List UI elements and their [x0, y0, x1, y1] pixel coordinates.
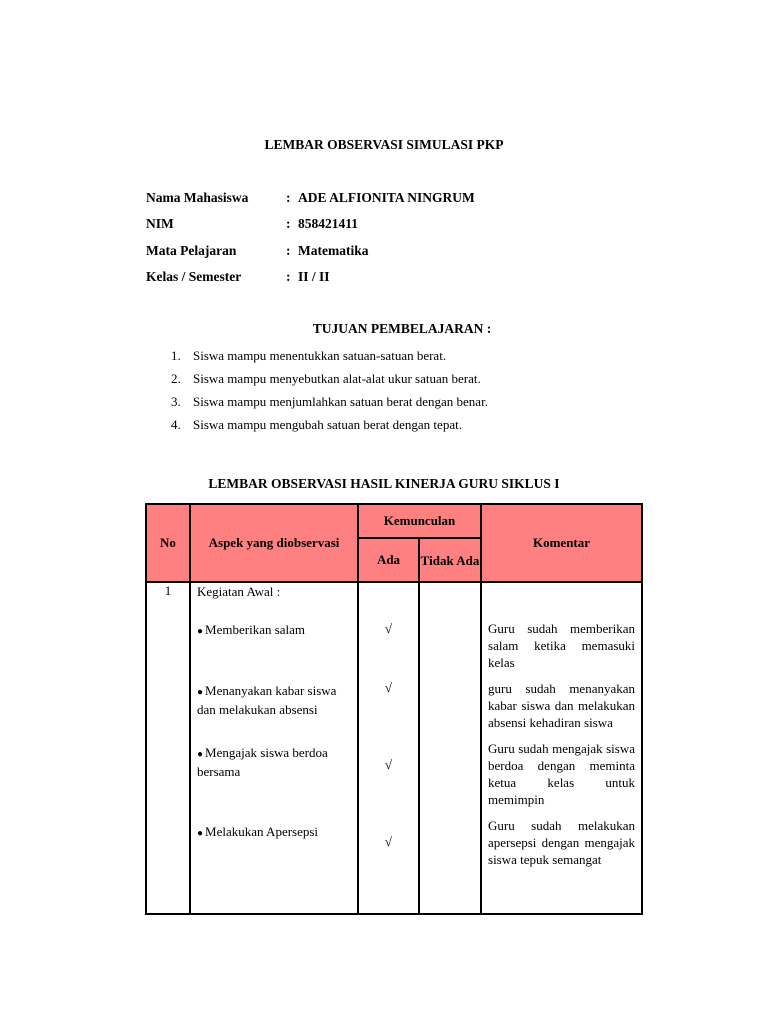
objective-text: Siswa mampu mengubah satuan berat dengan tepat. — [193, 417, 462, 432]
objective-number: 2. — [171, 371, 181, 386]
objective-text: Siswa mampu menjumlahkan satuan berat dengan benar. — [193, 394, 488, 409]
info-value: Matematika — [298, 243, 369, 258]
bullet-icon: ● — [197, 828, 204, 839]
bullet-icon: ● — [197, 626, 204, 637]
aspek-item — [191, 682, 357, 718]
komentar-text: Guru sudah mengajak siswa berdoa dengan meminta ketua kelas untuk memimpin — [488, 741, 636, 807]
header-ada: Ada — [358, 538, 419, 582]
tidak-ada-cell — [419, 582, 481, 914]
komentar-text: Guru sudah memberikan salam ketika memasuki kelas — [488, 621, 636, 670]
objective-number: 4. — [171, 417, 181, 432]
aspek-item — [191, 823, 357, 842]
info-value: 858421411 — [298, 216, 359, 231]
objective-item — [171, 394, 488, 410]
info-value: II / II — [298, 269, 330, 284]
section-label: Kegiatan Awal : — [197, 584, 281, 599]
objective-text: Siswa mampu menyebutkan alat-alat ukur satuan berat. — [193, 371, 481, 386]
aspek-text: Mengajak siswa berdoa bersama — [197, 745, 328, 779]
aspek-item — [191, 621, 357, 640]
aspek-item — [191, 744, 357, 780]
aspek-text: Memberikan salam — [205, 622, 306, 637]
header-komentar: Komentar — [481, 504, 642, 582]
header-aspek: Aspek yang diobservasi — [190, 504, 358, 582]
objective-item — [171, 371, 481, 387]
objective-number: 1. — [171, 348, 181, 363]
table-row — [146, 582, 642, 914]
komentar-text: guru sudah menanyakan kabar siswa dan melakukan absensi kehadiran siswa — [488, 681, 636, 730]
objective-item — [171, 417, 462, 433]
row-number: 1 — [146, 582, 190, 914]
objective-number: 3. — [171, 394, 181, 409]
info-colon: : — [286, 269, 291, 284]
aspek-text: Menanyakan kabar siswa dan melakukan absensi — [197, 683, 337, 717]
objective-item — [171, 348, 446, 364]
komentar-cell — [481, 582, 642, 914]
header-kemunculan: Kemunculan — [358, 504, 481, 538]
table-title: LEMBAR OBSERVASI HASIL KINERJA GURU SIKLUS I — [208, 476, 560, 491]
info-label: NIM — [146, 216, 174, 231]
header-no: No — [146, 504, 190, 582]
bullet-icon: ● — [197, 749, 204, 760]
check-icon: √ — [384, 834, 393, 849]
ada-cell — [358, 582, 419, 914]
objective-text: Siswa mampu menentukkan satuan-satuan berat. — [193, 348, 447, 363]
info-value: ADE ALFIONITA NINGRUM — [298, 190, 475, 205]
check-icon: √ — [384, 680, 393, 695]
komentar-text: Guru sudah melakukan apersepsi dengan mengajak siswa tepuk semangat — [488, 818, 636, 867]
info-colon: : — [286, 216, 291, 231]
observation-table — [145, 503, 643, 915]
tujuan-title: TUJUAN PEMBELAJARAN : — [312, 321, 492, 336]
info-label: Nama Mahasiswa — [146, 190, 249, 205]
header-tidak-ada: Tidak Ada — [419, 538, 481, 582]
info-colon: : — [286, 190, 291, 205]
check-icon: √ — [384, 757, 393, 772]
bullet-icon: ● — [197, 687, 204, 698]
page-title: LEMBAR OBSERVASI SIMULASI PKP — [264, 137, 504, 152]
check-icon: √ — [384, 621, 393, 636]
aspek-text: Melakukan Apersepsi — [205, 824, 319, 839]
aspek-cell — [190, 582, 358, 914]
info-label: Mata Pelajaran — [146, 243, 237, 258]
info-colon: : — [286, 243, 291, 258]
info-label: Kelas / Semester — [146, 269, 242, 284]
